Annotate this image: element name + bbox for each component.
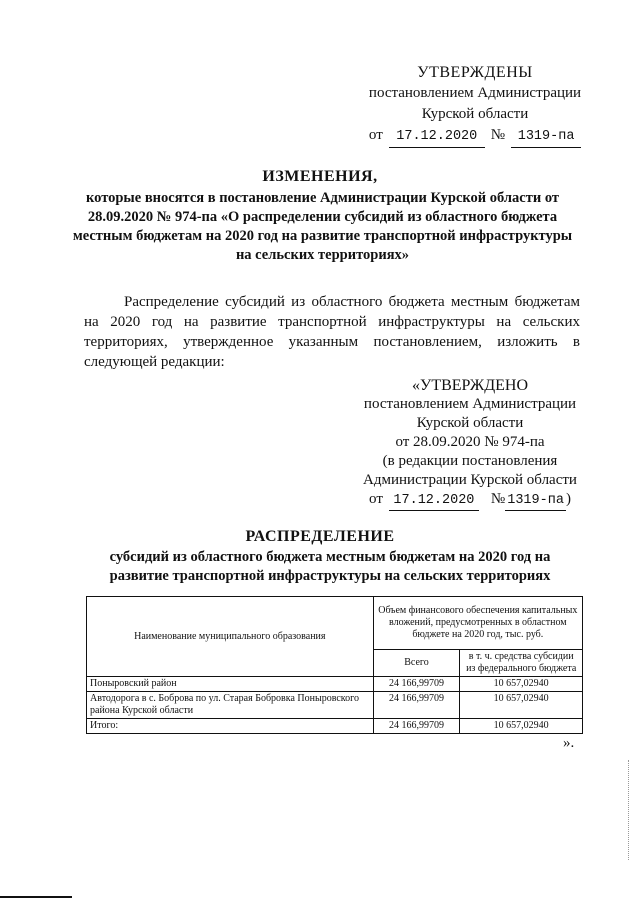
changes-subtitle: которые вносятся в постановление Администрации Курской области от 28.09.2020 № 974-па «О распределении субсидий из областного бюджета местным бюджетам на 2020 год на развитие транспортной инфраструктуры на сельских территориях» xyxy=(72,190,573,263)
approval2-line-4: (в редакции постановления xyxy=(382,453,558,469)
approval2-line-1: постановлением Администрации xyxy=(363,396,577,412)
row-name: Автодорога в с. Боброва по ул. Старая Бобровка Поныровского района Курской области xyxy=(87,692,374,719)
row-total: 24 166,99709 xyxy=(373,719,460,734)
row-total: 24 166,99709 xyxy=(373,692,460,719)
approval-line-1: постановлением Администрации xyxy=(368,85,582,101)
approval2-date-row xyxy=(340,490,600,511)
row-total: 24 166,99709 xyxy=(373,677,460,692)
approval-date: 17.12.2020 xyxy=(389,126,485,148)
approval-stamp xyxy=(330,62,620,148)
approval2-line-3: от 28.09.2020 № 974-па xyxy=(395,434,545,450)
distribution-subtitle: субсидий из областного бюджета местным бюджетам на 2020 год на развитие транспортной инфраструктуры на сельских территориях xyxy=(109,549,551,584)
distribution-title: РАСПРЕДЕЛЕНИЕ xyxy=(245,528,395,545)
distribution-table xyxy=(86,596,583,734)
row-name: Итого: xyxy=(87,719,374,734)
approval2-close-paren: ) xyxy=(565,491,571,507)
approval-stamp-2 xyxy=(340,376,600,511)
header-total: Всего xyxy=(373,650,460,677)
approval-from-label: от xyxy=(368,127,383,143)
row-federal: 10 657,02940 xyxy=(460,677,583,692)
approval2-line-5: Администрации Курской области xyxy=(363,472,577,488)
row-federal: 10 657,02940 xyxy=(460,719,583,734)
body-paragraph: Распределение субсидий из областного бюджета местным бюджетам на 2020 год на развитие транспортной инфраструктуры на сельских территориях, утвержденное указанным постановлением, изложить в следующей редакции: xyxy=(84,294,580,370)
approval2-number-label: № xyxy=(490,491,506,507)
approval-number-label: № xyxy=(490,127,506,143)
footer-rule xyxy=(0,896,72,898)
row-name: Поныровский район xyxy=(87,677,374,692)
approval-date-row xyxy=(330,125,620,148)
margin-marks xyxy=(628,760,633,860)
header-federal: в т. ч. средства субсидии из федерального бюджета xyxy=(460,650,583,677)
approval-title: УТВЕРЖДЕНЫ xyxy=(417,64,533,81)
approval-line-2: Курской области xyxy=(421,106,529,122)
header-municipality: Наименование муниципального образования xyxy=(87,597,374,677)
row-federal: 10 657,02940 xyxy=(460,692,583,719)
table-row xyxy=(87,692,583,719)
approval2-title: «УТВЕРЖДЕНО xyxy=(411,377,528,394)
table-header-row xyxy=(87,597,583,650)
approval2-from-label: от xyxy=(369,491,383,507)
closing-quote: ». xyxy=(563,735,575,751)
approval2-number: 1319-па xyxy=(505,491,566,511)
header-financing-group: Объем финансового обеспечения капитальных вложений, предусмотренных в областном бюджете на 2020 год, тыс. руб. xyxy=(373,597,582,650)
table-row-total xyxy=(87,719,583,734)
approval2-line-2: Курской области xyxy=(416,415,524,431)
approval-number: 1319-па xyxy=(511,126,581,148)
changes-title: ИЗМЕНЕНИЯ, xyxy=(262,168,378,185)
approval2-date: 17.12.2020 xyxy=(389,491,479,511)
table-row xyxy=(87,677,583,692)
